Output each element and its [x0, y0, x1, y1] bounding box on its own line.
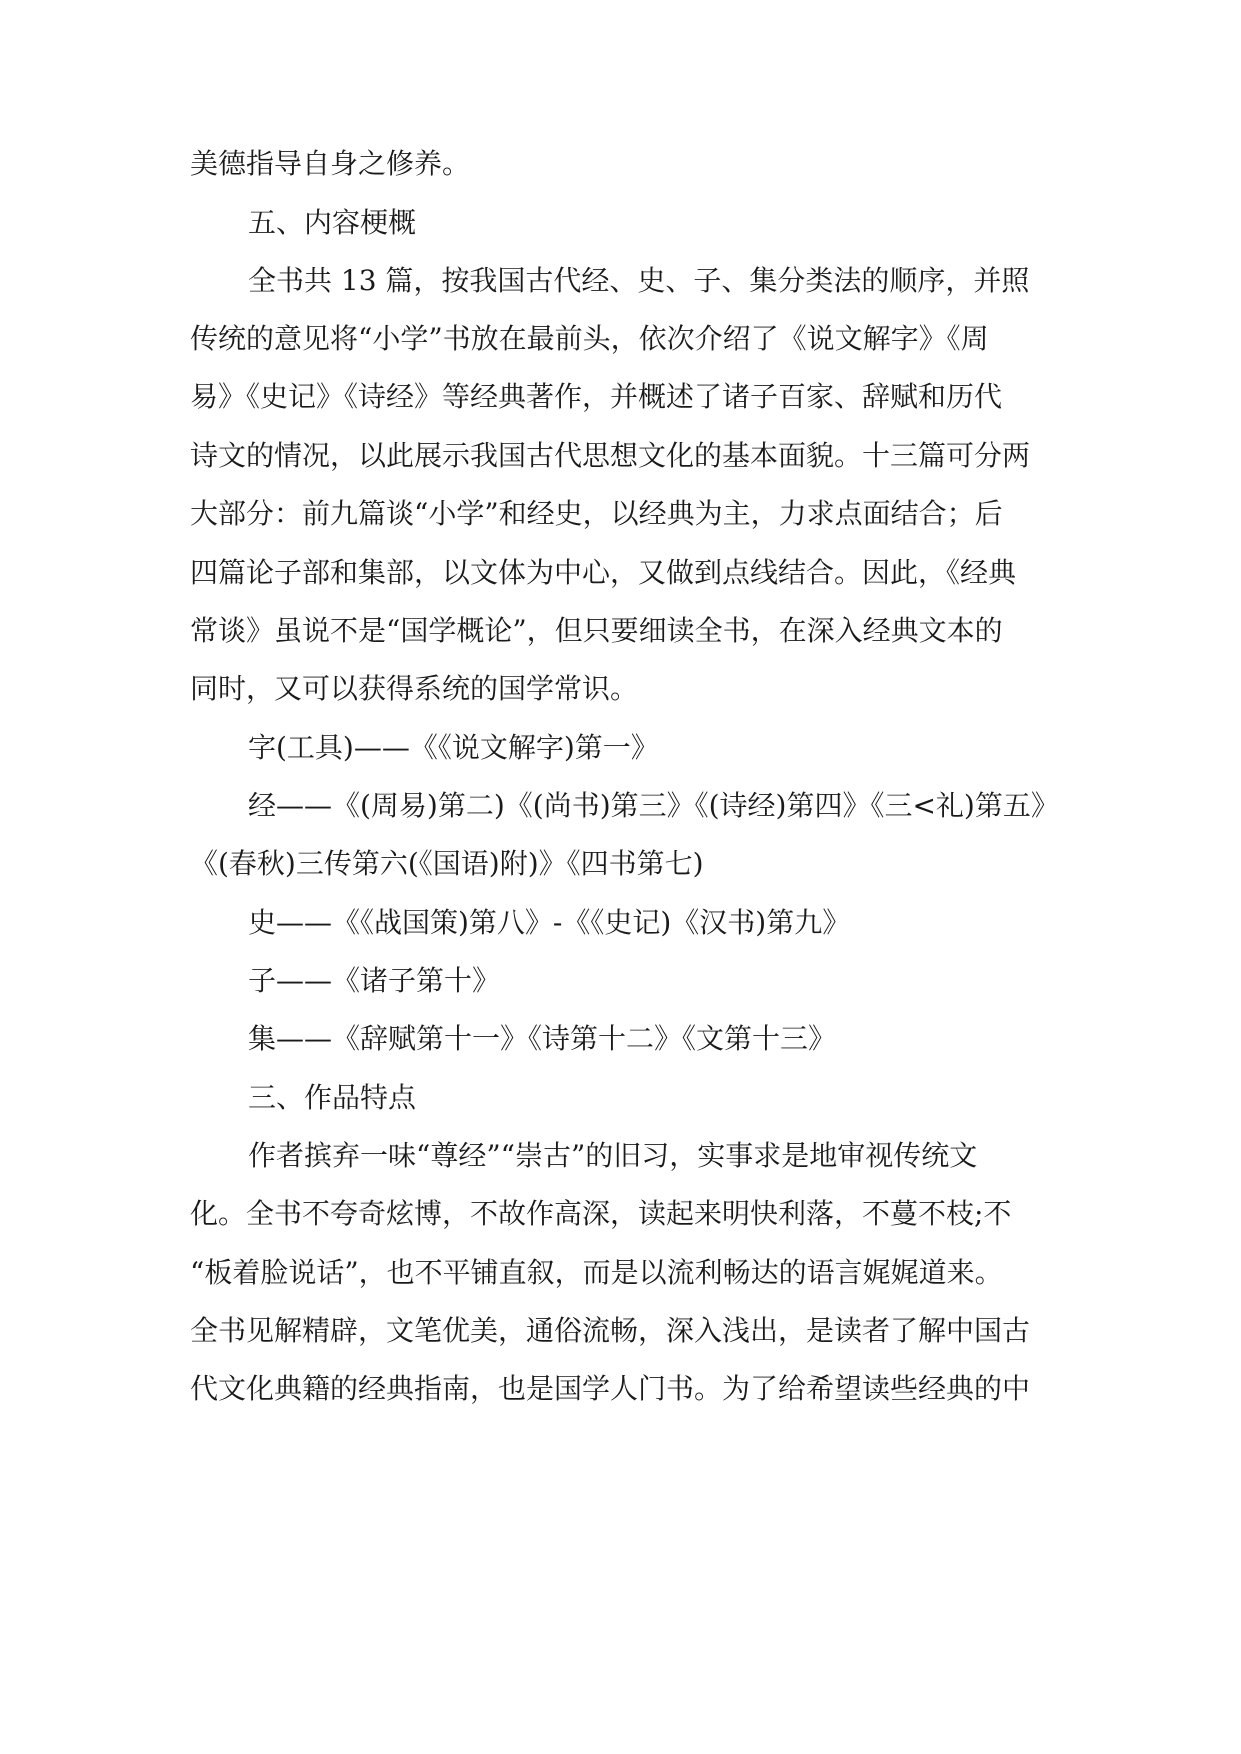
- text-line: 作者摈弃一味“尊经”“崇古”的旧习，实事求是地审视传统文: [248, 1139, 978, 1172]
- text-line: 全书见解精辟，文笔优美，通俗流畅，深入浅出，是读者了解中国古: [190, 1314, 1031, 1347]
- text-line: 化。全书不夸奇炫博，不故作高深，读起来明快利落，不蔓不枝;不: [190, 1197, 1012, 1230]
- text-line: 集——《辞赋第十一》《诗第十二》《文第十三》: [248, 1022, 837, 1055]
- text-line: 全书共 13 篇，按我国古代经、史、子、集分类法的顺序，并照: [248, 264, 1030, 297]
- text-line: 大部分：前九篇谈“小学”和经史，以经典为主，力求点面结合；后: [190, 497, 1003, 530]
- text-line: 美德指导自身之修养。: [190, 147, 471, 180]
- section-heading: 三、作品特点: [248, 1081, 417, 1114]
- text-line: 《(春秋)三传第六(《国语)附)》《四书第七): [190, 847, 704, 880]
- text-line: 代文化典籍的经典指南，也是国学人门书。为了给希望读些经典的中: [190, 1372, 1031, 1405]
- text-line: “板着脸说话”，也不平铺直叙，而是以流利畅达的语言娓娓道来。: [190, 1256, 1003, 1289]
- text-line: 常谈》虽说不是“国学概论”，但只要细读全书，在深入经典文本的: [190, 614, 1003, 647]
- text-line: 同时，又可以获得系统的国学常识。: [190, 672, 639, 705]
- text-line: 易》《史记》《诗经》等经典著作，并概述了诸子百家、辞赋和历代: [190, 380, 1003, 413]
- text-line: 子——《诸子第十》: [248, 964, 501, 997]
- text-line: 经——《(周易)第二)《(尚书)第三》《(诗经)第四》《三<礼)第五》: [248, 789, 1059, 822]
- text-line: 传统的意见将“小学”书放在最前头，依次介绍了《说文解字》《周: [190, 322, 989, 355]
- text-line: 史——《《战国策)第八》-《《史记)《汉书)第九》: [248, 906, 851, 939]
- text-line: 四篇论子部和集部，以文体为中心，又做到点线结合。因此，《经典: [190, 556, 1017, 589]
- text-line: 字(工具)——《《说文解字)第一》: [248, 731, 659, 764]
- section-heading: 五、内容梗概: [248, 206, 417, 239]
- text-line: 诗文的情况，以此展示我国古代思想文化的基本面貌。十三篇可分两: [190, 439, 1031, 472]
